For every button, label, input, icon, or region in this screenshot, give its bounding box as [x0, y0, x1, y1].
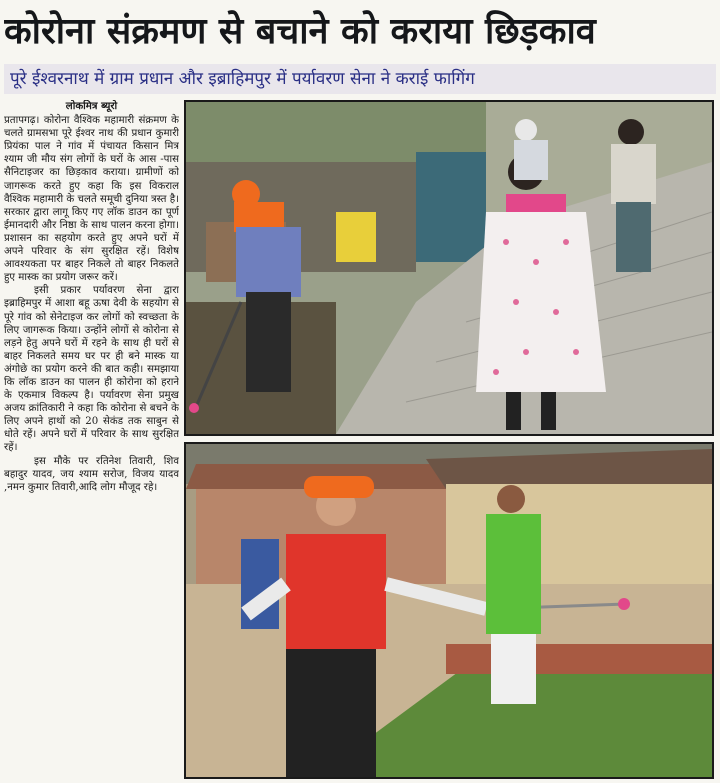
photo-sanitizing-village-lane [184, 100, 714, 436]
photo-illustration-top [186, 102, 712, 434]
photo-illustration-bottom [186, 444, 712, 777]
article-paragraph: इसी प्रकार पर्यावरण सेना द्वारा इब्राहिमपुर में आशा बहू ऊषा देवी के सहयोग से पूरे गांव को सेनेटाइज कर लोगों को स्वच्छता के लिए जागरूक किया। उन्होंने लोगों से कोरोना से लड़ने हेतु अपने घरों में रहने के साथ ही घरों से बाहर निकलते समय घर पर ही बने मास्क या अंगोछे का प्रयोग करने की बात कही। समझाया कि लॉक डाउन का पालन ही कोरोना को हराने के एकमात्र विकल्प है। पर्यावरण सेना प्रमुख अजय क्रांतिकारी ने कहा कि कोरोना से बचने के लिए अपने हाथों को 20 सेकंड तक साबुन से धोते रहें। अपने घरों में परिवार के साथ सुरक्षित रहें। [4, 285, 179, 454]
headline: कोरोना संक्रमण से बचाने को कराया छिड़काव [4, 11, 596, 52]
article-body [4, 100, 179, 780]
byline: लोकमित्र ब्यूरो [65, 100, 118, 112]
photo-spraying-near-house [184, 442, 714, 779]
subheadline: पूरे ईश्वरनाथ में ग्राम प्रधान और इब्राहिमपुर में पर्यावरण सेना ने कराई फागिंग [4, 64, 716, 94]
article-paragraph: इस मौके पर रतिनेश तिवारी, शिव बहादुर यादव, जय श्याम सरोज, विजय यादव ,नमन कुमार तिवारी,आदि लोग मौजूद रहे। [4, 455, 179, 493]
article-paragraph: प्रतापगढ़। कोरोना वैश्विक महामारी संक्रमण के चलते ग्रामसभा पूरे ईश्वर नाथ की प्रधान कुमारी प्रियंका पाल ने गांव में पंचायत किसान मित्र श्याम जी मौय संग लोगों के घरों के आस -पास सैनिटाइजर का छिड़काव कराया। ग्रामीणों को जागरूक करते हुए कहा कि इस विकराल वैश्विक महामारी के चलते समूची दुनिया त्रस्त है। सरकार द्वारा लागू किए गए लॉक डाउन का पूर्ण ईमानदारी और निष्ठा के साथ पालन करना होगा। प्रशासन का सहयोग करते हुए अपने घरों में अपने परिवार के संग सुरक्षित रहें। विशेष आवश्यकता पर बाहर निकले तो बाहर निकलते हुए मास्क का प्रयोग जरूर करें। [4, 115, 179, 284]
